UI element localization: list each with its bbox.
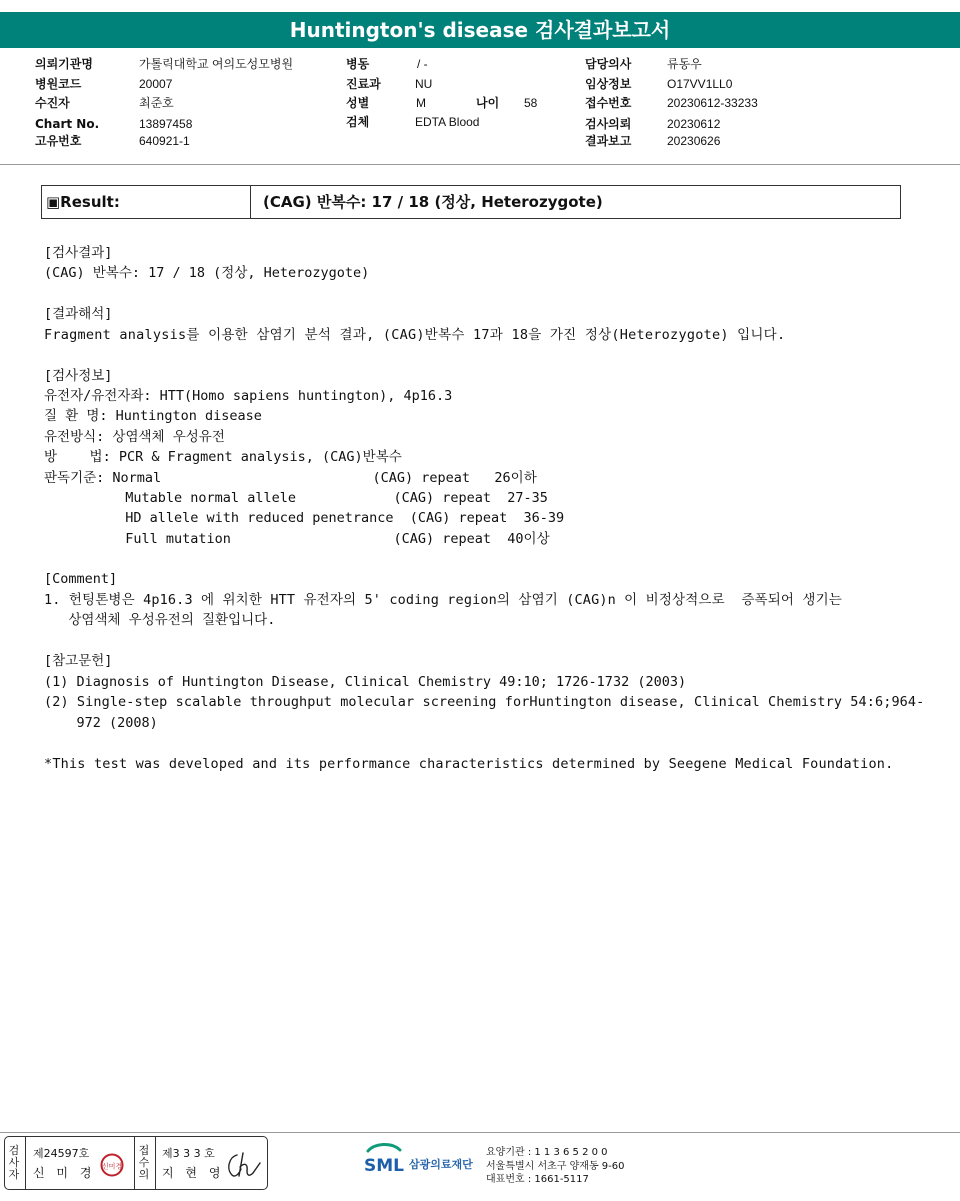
label-sex: 성별 bbox=[346, 96, 370, 110]
label-result-report: 결과보고 bbox=[585, 134, 632, 148]
body-line: Fragment analysis를 이용한 삼염기 분석 결과, (CAG)반복수 17과 18을 가진 정상(Heterozygote) 입니다. bbox=[44, 327, 786, 343]
label-clinical-info: 임상정보 bbox=[585, 77, 632, 91]
org-info-line: 서울특별시 서초구 양재동 9-60 bbox=[486, 1161, 625, 1172]
value-ward: / - bbox=[417, 57, 428, 71]
header-divider bbox=[0, 164, 960, 165]
tester-license-no: 제24597호 bbox=[33, 1147, 90, 1160]
body-line: (2) Single-step scalable throughput molecular screening forHuntington disease, Clinical Chemistry 54:6;964- bbox=[44, 694, 925, 710]
body-line: 972 (2008) bbox=[44, 715, 158, 731]
section-heading-references: [참고문헌] bbox=[44, 653, 113, 669]
signature-divider bbox=[25, 1137, 26, 1189]
result-label: ▣Result: bbox=[46, 193, 120, 211]
value-clinical-info: O17VV1LL0 bbox=[667, 77, 733, 91]
value-test-request: 20230612 bbox=[667, 117, 721, 131]
svg-text:신미경: 신미경 bbox=[101, 1162, 123, 1171]
value-unique-id: 640921-1 bbox=[139, 134, 190, 148]
body-line: 판독기준: Normal (CAG) repeat 26이하 bbox=[44, 470, 537, 486]
value-requesting-org: 가톨릭대학교 여의도성모병원 bbox=[139, 57, 294, 71]
label-test-request: 검사의뢰 bbox=[585, 117, 632, 131]
svg-text:SML: SML bbox=[364, 1156, 404, 1176]
body-line: Full mutation (CAG) repeat 40이상 bbox=[44, 531, 550, 547]
label-receipt-no: 접수번호 bbox=[585, 96, 632, 110]
body-line: 질 환 명: Huntington disease bbox=[44, 408, 262, 424]
body-line: (CAG) 반복수: 17 / 18 (정상, Heterozygote) bbox=[44, 265, 370, 281]
body-line: *This test was developed and its performance characteristics determined by Seegene Medical Foundation. bbox=[44, 756, 894, 772]
label-requesting-org: 의뢰기관명 bbox=[35, 57, 93, 71]
body-line: 방 법: PCR & Fragment analysis, (CAG)반복수 bbox=[44, 449, 402, 465]
label-unique-id: 고유번호 bbox=[35, 134, 82, 148]
label-hospital-code: 병원코드 bbox=[35, 77, 82, 91]
label-ward: 병동 bbox=[346, 57, 370, 71]
tester-seal-icon bbox=[100, 1153, 124, 1177]
report-title: Huntington's disease 검사결과보고서 bbox=[0, 12, 960, 48]
value-chart-no: 13897458 bbox=[139, 117, 193, 131]
label-patient: 수진자 bbox=[35, 96, 70, 110]
body-line: 1. 헌팅톤병은 4p16.3 에 위치한 HTT 유전자의 5' coding region의 삼염기 (CAG)n 이 비정상적으로 증폭되어 생기는 bbox=[44, 592, 842, 608]
label-age: 나이 bbox=[476, 96, 500, 110]
value-result-report: 20230626 bbox=[667, 134, 721, 148]
label-chart-no: Chart No. bbox=[35, 117, 100, 131]
body-line: 유전방식: 상염색체 우성유전 bbox=[44, 429, 225, 445]
footer-divider bbox=[0, 1132, 960, 1133]
signature-icon bbox=[223, 1149, 263, 1181]
result-box-divider bbox=[250, 186, 251, 218]
sml-logo-icon bbox=[364, 1141, 404, 1177]
org-name: 삼광의료재단 bbox=[409, 1158, 473, 1171]
value-hospital-code: 20007 bbox=[139, 77, 173, 91]
value-doctor: 류동우 bbox=[667, 57, 702, 71]
section-heading-test-result: [검사결과] bbox=[44, 245, 113, 261]
section-heading-comment: [Comment] bbox=[44, 571, 118, 587]
value-department: NU bbox=[415, 77, 433, 91]
body-line: 상염색체 우성유전의 질환입니다. bbox=[44, 612, 276, 628]
body-line: (1) Diagnosis of Huntington Disease, Clinical Chemistry 49:10; 1726-1732 (2003) bbox=[44, 674, 687, 690]
result-summary-box bbox=[41, 185, 901, 219]
signature-box bbox=[4, 1136, 268, 1190]
org-info-line: 대표번호 : 1661-5117 bbox=[486, 1174, 589, 1185]
approver-license-no: 제3 3 3 호 bbox=[162, 1147, 215, 1160]
label-doctor: 담당의사 bbox=[585, 57, 632, 71]
label-department: 진료과 bbox=[346, 77, 381, 91]
section-heading-test-info: [검사정보] bbox=[44, 368, 113, 384]
result-value: (CAG) 반복수: 17 / 18 (정상, Heterozygote) bbox=[263, 193, 603, 211]
signature-divider bbox=[155, 1137, 156, 1189]
approver-label: 접수의 bbox=[138, 1144, 150, 1181]
value-sex: M bbox=[416, 96, 426, 110]
body-line: 유전자/유전자좌: HTT(Homo sapiens huntington), 4p16.3 bbox=[44, 388, 453, 404]
section-heading-interpretation: [결과해석] bbox=[44, 306, 113, 322]
value-age: 58 bbox=[524, 96, 538, 110]
label-specimen: 검체 bbox=[346, 115, 370, 129]
value-receipt-no: 20230612-33233 bbox=[667, 96, 758, 110]
org-info-line: 요양기관 : 1 1 3 6 5 2 0 0 bbox=[486, 1147, 608, 1158]
tester-label: 검사자 bbox=[8, 1144, 20, 1181]
tester-name: 신 미 경 bbox=[33, 1166, 96, 1180]
body-line: Mutable normal allele (CAG) repeat 27-35 bbox=[44, 490, 548, 506]
signature-divider bbox=[134, 1137, 135, 1189]
value-specimen: EDTA Blood bbox=[415, 115, 480, 129]
approver-name: 지 현 영 bbox=[162, 1166, 225, 1180]
value-patient: 최준호 bbox=[139, 96, 174, 110]
body-line: HD allele with reduced penetrance (CAG) repeat 36-39 bbox=[44, 510, 565, 526]
